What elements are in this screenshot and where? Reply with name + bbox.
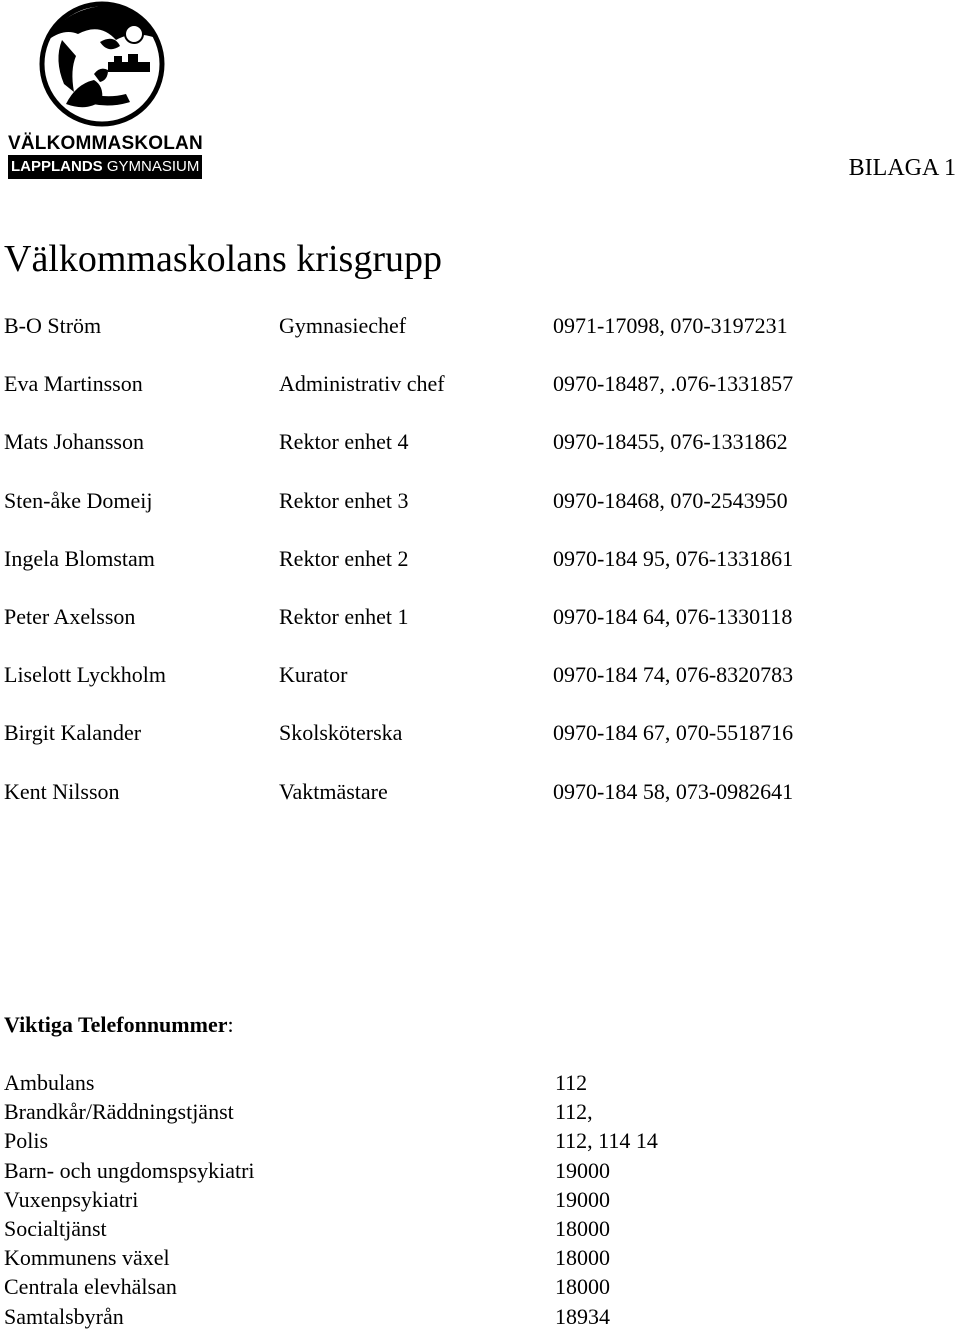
service-number: 18000: [555, 1245, 610, 1271]
staff-phone: 0970-184 64, 076-1330118: [553, 603, 793, 629]
service-number: 19000: [555, 1186, 610, 1212]
staff-phone: 0970-184 67, 070-5518716: [553, 720, 794, 746]
staff-name: Eva Martinsson: [4, 371, 143, 397]
staff-phone: 0971-17098, 070-3197231: [553, 313, 788, 338]
staff-name: B-O Ström: [4, 313, 102, 338]
staff-role: Rektor enhet 4: [279, 429, 409, 455]
staff-role: Administrativ chef: [279, 371, 445, 397]
staff-name: Mats Johansson: [4, 429, 144, 455]
school-emblem-icon: [4, 0, 200, 135]
service-name: Barn- och ungdomspsykiatri: [4, 1157, 255, 1183]
staff-name: Peter Axelsson: [4, 603, 136, 629]
list-item: [4, 1302, 904, 1331]
service-name: Socialtjänst: [4, 1215, 107, 1241]
list-item: [4, 1243, 904, 1272]
service-name: Polis: [4, 1128, 49, 1154]
logo-subtitle-rest: GYMNASIUM: [106, 158, 200, 175]
staff-row: [4, 658, 944, 716]
service-number: 112,: [555, 1099, 593, 1125]
list-item: [4, 1185, 904, 1214]
staff-row: [4, 542, 944, 600]
list-item: [4, 1272, 904, 1301]
list-item: [4, 1068, 904, 1097]
important-numbers-title: Viktiga Telefonnummer: [4, 1012, 228, 1037]
service-number: 18000: [555, 1274, 610, 1300]
appendix-label: BILAGA 1: [848, 155, 956, 181]
staff-role: Vaktmästare: [279, 778, 388, 804]
staff-role: Rektor enhet 3: [279, 487, 409, 513]
staff-role: Kurator: [279, 662, 348, 688]
service-name: Centrala elevhälsan: [4, 1274, 177, 1300]
staff-name: Birgit Kalander: [4, 720, 142, 746]
service-name: Ambulans: [4, 1070, 95, 1095]
staff-row: [4, 484, 944, 542]
staff-row: [4, 600, 944, 658]
staff-name: Sten-åke Domeij: [4, 487, 153, 513]
logo-school-name: VÄLKOMMASKOLAN: [8, 133, 203, 154]
list-item: [4, 1156, 904, 1185]
service-number: 19000: [555, 1157, 610, 1183]
staff-row: [4, 367, 944, 425]
logo-subtitle-bold: LAPPLANDS: [11, 158, 103, 175]
logo-subtitle: [8, 155, 202, 179]
list-item: [4, 1097, 904, 1126]
list-item: [4, 1126, 904, 1155]
staff-role: Rektor enhet 2: [279, 545, 409, 571]
staff-phone: 0970-18468, 070-2543950: [553, 487, 788, 513]
staff-phone: 0970-18487, .076-1331857: [553, 371, 794, 397]
service-name: Vuxenpsykiatri: [4, 1186, 139, 1212]
staff-row: [4, 775, 944, 833]
service-number: 112: [555, 1070, 588, 1095]
service-name: Samtalsbyrån: [4, 1303, 124, 1329]
crisis-group-list: [4, 309, 944, 833]
service-name: Brandkår/Räddningstjänst: [4, 1099, 234, 1125]
staff-name: Ingela Blomstam: [4, 545, 155, 571]
service-number: 18934: [555, 1303, 610, 1329]
staff-phone: 0970-184 95, 076-1331861: [553, 545, 794, 571]
staff-role: Rektor enhet 1: [279, 603, 409, 629]
important-numbers-colon: :: [227, 1012, 234, 1037]
staff-phone: 0970-18455, 076-1331862: [553, 429, 788, 455]
page-title: Välkommaskolans krisgrupp: [4, 238, 443, 280]
service-number: 18000: [555, 1215, 610, 1241]
important-numbers-heading: [4, 1010, 234, 1040]
staff-row: [4, 716, 944, 774]
service-name: Kommunens växel: [4, 1245, 170, 1271]
staff-row: [4, 309, 944, 367]
list-item: [4, 1214, 904, 1243]
important-numbers-list: [4, 1068, 904, 1331]
staff-name: Kent Nilsson: [4, 778, 120, 804]
staff-role: Gymnasiechef: [279, 313, 407, 338]
staff-row: [4, 425, 944, 483]
service-number: 112, 114 14: [555, 1128, 658, 1154]
staff-name: Liselott Lyckholm: [4, 662, 166, 688]
staff-phone: 0970-184 58, 073-0982641: [553, 778, 794, 804]
staff-phone: 0970-184 74, 076-8320783: [553, 662, 794, 688]
staff-role: Skolsköterska: [279, 720, 403, 746]
school-logo: [4, 0, 203, 182]
